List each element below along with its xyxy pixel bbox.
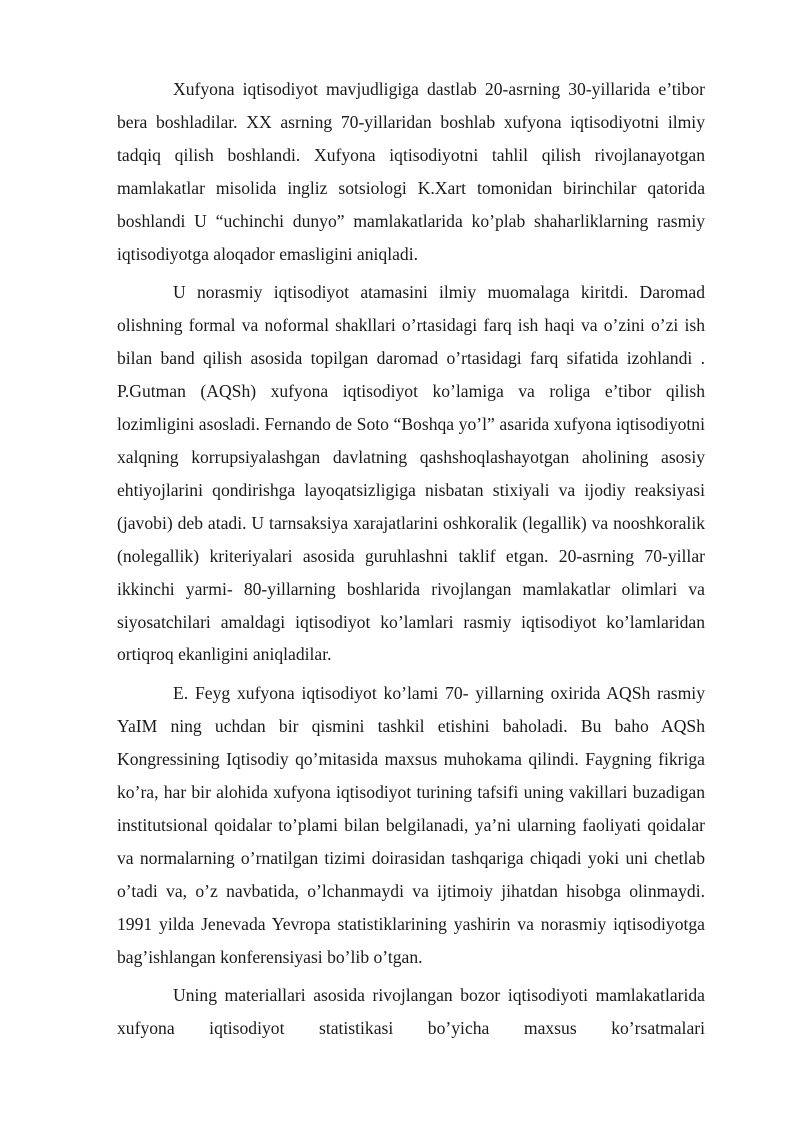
paragraph-4: Uning materiallari asosida rivojlangan bozor iqtisodiyoti mamlakatlarida xufyona iqtisodiyot statistikasi bo’yicha maxsus ko’rsatmalari: [117, 985, 705, 1039]
paragraph-3: E. Feyg xufyona iqtisodiyot ko’lami 70- yillarning oxirida AQSh rasmiy YaIM ning uchdan bir qismini tashkil etishini baholadi. Bu baho AQSh Kongressining Iqtisodiy qo’mitasida maxsus muhokama qilindi. Faygning fikriga ko’ra, har bir alohida xufyona iqtisodiyot turining tafsifi uning vakillari buzadigan institutsional qoidalar to’plami bilan belgilanadi, ya’ni ularning faoliyati qoidalar va normalarning o’rnatilgan tizimi doirasidan tashqariga chiqadi yoki uni chetlab o’tadi va, o’z navbatida, o’lchanmaydi va ijtimoiy jihatdan hisobga olinmaydi. 1991 yilda Jenevada Yevropa statistiklarining yashirin va norasmiy iqtisodiyotga bag’ishlangan konferensiyasi bo’lib o’tgan.: [117, 683, 705, 967]
paragraph-1: Xufyona iqtisodiyot mavjudligiga dastlab 20-asrning 30-yillarida e’tibor bera boshladilar. XX asrning 70-yillaridan boshlab xufyona iqtisodiyotni ilmiy tadqiq qilish boshlandi. Xufyona iqtisodiyotni tahlil qilish rivojlanayotgan mamlakatlar misolida ingliz sotsiologi K.Xart tomonidan birinchilar qatorida boshlandi U “uchinchi dunyo” mamlakatlarida ko’plab shaharliklarning rasmiy iqtisodiyotga aloqador emasligini aniqladi.: [117, 79, 705, 264]
paragraph-2: U norasmiy iqtisodiyot atamasini ilmiy muomalaga kiritdi. Daromad olishning formal va noformal shakllari o’rtasidagi farq ish haqi va o’zini o’zi ish bilan band qilish asosida topilgan daromad o’rtasidagi farq sifatida izohlandi . P.Gutman (AQSh) xufyona iqtisodiyot ko’lamiga va roliga e’tibor qilish lozimligini asosladi. Fernando de Soto “Boshqa yo’l” asarida xufyona iqtisodiyotni xalqning korrupsiyalashgan davlatning qashshoqlashayotgan aholining asosiy ehtiyojlarini qondirishga layoqatsizligiga nisbatan stixiyali va ijodiy reaksiyasi (javobi) deb atadi. U tarnsaksiya xarajatlarini oshkoralik (legallik) va nooshkoralik (nolegallik) kriteriyalari asosida guruhlashni taklif etgan. 20-asrning 70-yillar ikkinchi yarmi- 80-yillarning boshlarida rivojlangan mamlakatlar olimlari va siyosatchilari amaldagi iqtisodiyot ko’lamlari rasmiy iqtisodiyot ko’lamlaridan ortiqroq ekanligini aniqladilar.: [117, 282, 705, 665]
document-page: [117, 73, 705, 1051]
